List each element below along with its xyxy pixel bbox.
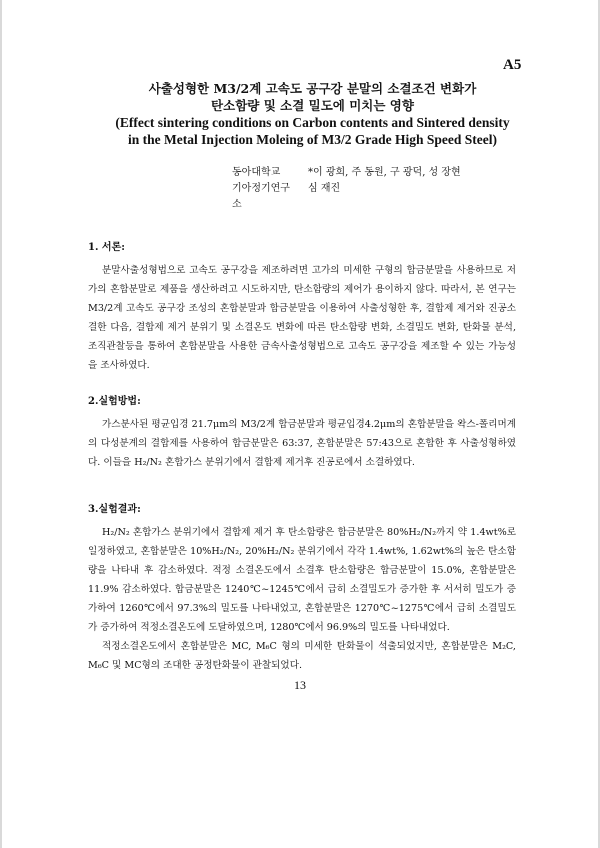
author-row <box>232 165 461 181</box>
title-block <box>80 80 545 148</box>
title-korean-line-1: 사출성형한 M3/2계 고속도 공구강 분말의 소결조건 변화가 <box>148 81 477 96</box>
author-affiliation: 동아대학교 <box>232 167 281 178</box>
author-names: *이 광희, 주 동원, 구 광덕, 성 장현 <box>308 167 461 178</box>
title-english-line-1: (Effect sintering conditions on Carbon contents and Sintered density <box>115 115 510 130</box>
section-methods <box>88 392 516 472</box>
section-paragraph: H₂/N₂ 혼합가스 분위기에서 결합제 제거 후 탄소함량은 합금분말은 80%H₂/N₂까지 약 1.4wt%로 일정하였고, 혼합분말은 10%H₂/N₂, 20%H₂/N₂ 분위기에서 각각 1.4wt%, 1.62wt%의 높은 탄소함량을 나타내 후 감소하였다. 적정 소결온도에서 소결후 탄소함량은 합금분말이 15.0%, 혼합분말은 11.9% 감소하였다. 합금분말은 1240℃~1245℃에서 급히 소결밀도가 증가한 후 서서히 밀도가 증가하여 1260℃에서 97.3%의 밀도를 나타내었고, 혼합분말은 1270℃~1275℃에서 급히 소결밀도가 증가하여 적정소결온도에 도달하였으며, 1280℃에서 96.9%의 밀도를 나타내었다. <box>88 527 516 633</box>
author-names: 심 재진 <box>308 183 341 194</box>
section-paragraph: 가스분사된 평균입경 21.7μm의 M3/2계 합금분말과 평균입경4.2μm의 혼합분말을 왁스-폴리머계의 다성분계의 결합제를 사용하여 합금분말은 63:37, 혼합분말은 57:43으로 혼합한 후 사출성형하였다. 이들을 H₂/N₂ 혼합가스 분위기에서 결합제 제거후 진공로에서 소결하였다. <box>88 419 516 468</box>
page-identifier: A5 <box>503 57 522 73</box>
scan-edge-left <box>0 0 2 848</box>
section-heading: 3.실험결과: <box>88 504 141 515</box>
author-list <box>232 165 461 213</box>
section-paragraph: 적정소결온도에서 혼합분말은 MC, M₆C 형의 미세한 탄화물이 석출되었지만, 혼합분말은 M₂C, M₆C 및 MC형의 조대한 공정탄화물이 관찰되었다. <box>88 641 516 671</box>
section-heading: 2.실험방법: <box>88 396 141 407</box>
title-korean-line-2: 탄소함량 및 소결 밀도에 미치는 영향 <box>211 98 414 113</box>
author-row <box>232 181 461 213</box>
title-english-line-2: in the Metal Injection Moleing of M3/2 Grade High Speed Steel) <box>128 132 497 147</box>
section-paragraph: 분말사출성형법으로 고속도 공구강을 제조하려면 고가의 미세한 구형의 합금분말을 사용하므로 저가의 혼합분말로 제품을 생산하려고 시도하지만, 탄소함량의 제어가 용이하지 않다. 따라서, 본 연구는 M3/2계 고속도 공구강 조성의 혼합분말과 합금분말을 이용하여 사출성형한 후, 결합제 제거와 진공소결한 다음, 결합제 제거 분위기 및 소결온도 변화에 따른 탄소함량 변화, 소결밀도 변화, 탄화물 분석, 조직관찰등을 통하여 혼합분말을 사용한 금속사출성형법으로 고속도 공구강을 제조할 수 있는 가능성을 조사하였다. <box>88 265 516 371</box>
section-introduction <box>88 238 516 375</box>
author-affiliation: 기아정기연구소 <box>232 183 290 210</box>
section-results <box>88 500 516 675</box>
section-heading: 1. 서론: <box>88 242 125 253</box>
page-number: 13 <box>294 678 306 692</box>
